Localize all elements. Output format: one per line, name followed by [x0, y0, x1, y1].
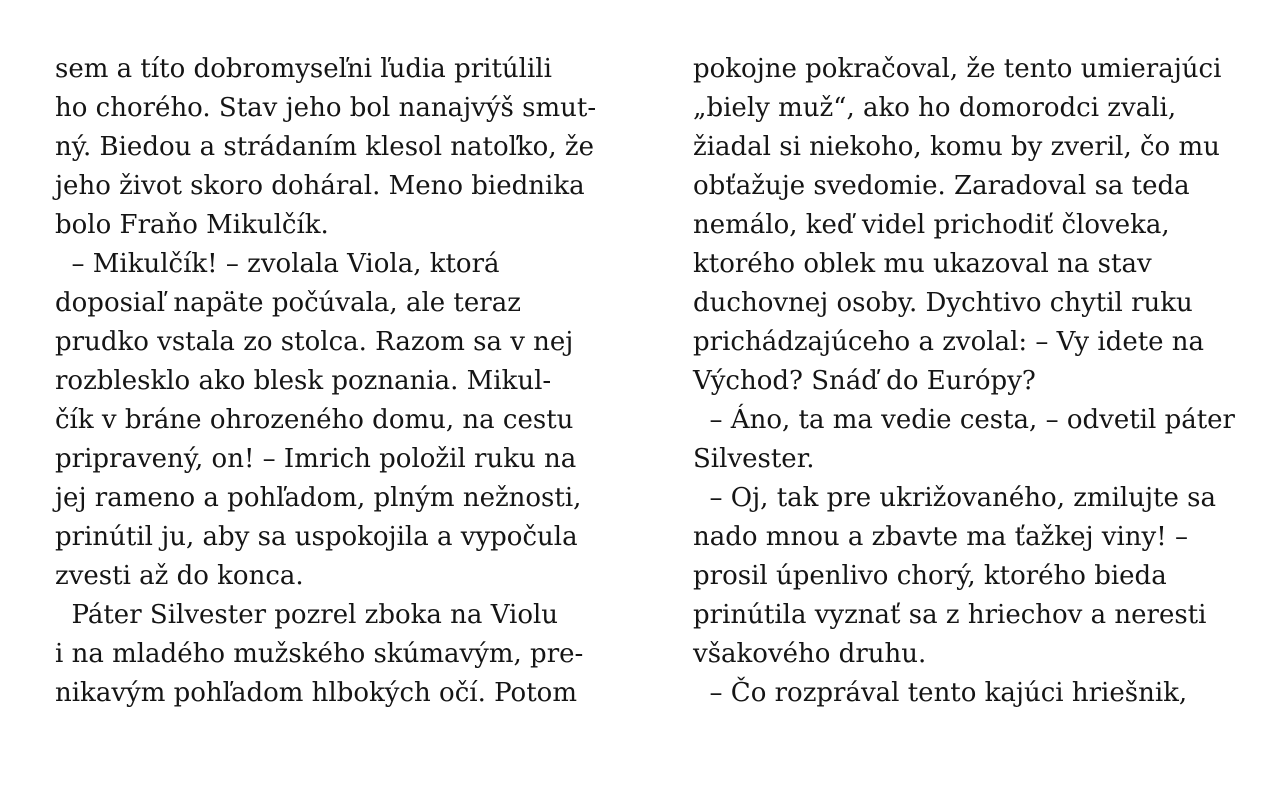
- text-line: Silvester.: [693, 444, 815, 474]
- text-line: i na mladého mužského skúmavým, pre-: [55, 639, 584, 669]
- text-line: všakového druhu.: [693, 639, 927, 669]
- text-line: jeho život skoro doháral. Meno biednika: [55, 171, 585, 201]
- text-line: – Oj, tak pre ukrižovaného, zmilujte sa: [693, 483, 1216, 513]
- text-line: Východ? Snáď do Európy?: [693, 366, 1036, 396]
- text-line: bolo Fraňo Mikulčík.: [55, 210, 329, 240]
- text-line: prinútil ju, aby sa uspokojila a vypočula: [55, 522, 578, 552]
- text-line: prinútila vyznať sa z hriechov a neresti: [693, 600, 1207, 630]
- text-line: žiadal si niekoho, komu by zveril, čo mu: [693, 132, 1220, 162]
- text-line: obťažuje svedomie. Zaradoval sa teda: [693, 171, 1190, 201]
- text-line: prudko vstala zo stolca. Razom sa v nej: [55, 327, 574, 357]
- text-line: Páter Silvester pozrel zboka na Violu: [55, 600, 559, 630]
- right-text-column: [693, 50, 1233, 713]
- text-line: rozblesklo ako blesk poznania. Mikul-: [55, 366, 552, 396]
- text-line: ný. Biedou a strádaním klesol natoľko, že: [55, 132, 594, 162]
- text-line: prichádzajúceho a zvolal: – Vy idete na: [693, 327, 1205, 357]
- text-line: sem a títo dobromyseľni ľudia pritúlili: [55, 54, 552, 84]
- text-line: doposiaľ napäte počúvala, ale teraz: [55, 288, 521, 318]
- text-line: čík v bráne ohrozeného domu, na cestu: [55, 405, 574, 435]
- text-line: „biely muž“, ako ho domorodci zvali,: [693, 93, 1177, 123]
- text-line: prosil úpenlivo chorý, ktorého bieda: [693, 561, 1167, 591]
- text-line: – Čo rozprával tento kajúci hriešnik,: [693, 678, 1188, 708]
- text-line: pokojne pokračoval, že tento umierajúci: [693, 54, 1222, 84]
- text-line: zvesti až do konca.: [55, 561, 304, 591]
- text-line: nado mnou a zbavte ma ťažkej viny! –: [693, 522, 1188, 552]
- text-line: ho chorého. Stav jeho bol nanajvýš smut-: [55, 93, 597, 123]
- text-line: ktorého oblek mu ukazoval na stav: [693, 249, 1152, 279]
- text-line: – Áno, ta ma vedie cesta, – odvetil páter: [693, 405, 1235, 435]
- text-line: nikavým pohľadom hlbokých očí. Potom: [55, 678, 577, 708]
- text-line: – Mikulčík! – zvolala Viola, ktorá: [55, 249, 500, 279]
- text-line: pripravený, on! – Imrich položil ruku na: [55, 444, 577, 474]
- text-line: duchovnej osoby. Dychtivo chytil ruku: [693, 288, 1193, 318]
- text-line: nemálo, keď videl prichodiť človeka,: [693, 210, 1170, 240]
- text-line: jej rameno a pohľadom, plným nežnosti,: [55, 483, 582, 513]
- left-text-column: [55, 50, 595, 713]
